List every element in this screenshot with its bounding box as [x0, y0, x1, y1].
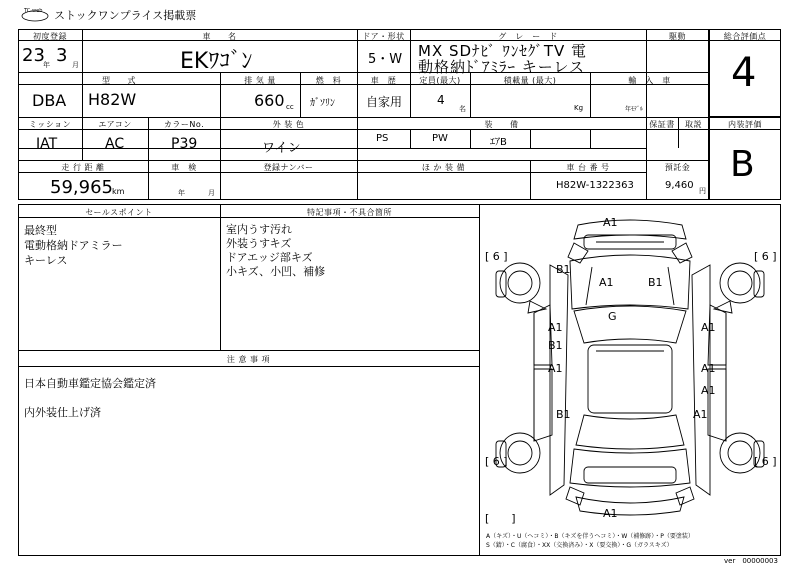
mission-label: ミッション	[28, 120, 72, 129]
logo	[20, 7, 50, 19]
drive-label: 駆動	[669, 32, 686, 41]
special-note-item: ドアエッジ部キズ	[226, 251, 313, 264]
special-note-item: 外装うすキズ	[226, 237, 292, 250]
manual-label: 取説	[685, 120, 702, 129]
inspection-label: 車 検	[171, 163, 197, 172]
reg-month: 3	[56, 45, 68, 66]
mark-right-rear-door-2: A1	[701, 384, 716, 397]
chassis-no-value: H82W-1322363	[556, 180, 634, 191]
mileage-value: 59,965	[50, 177, 113, 198]
displacement-label: 排 気 量	[244, 76, 276, 85]
mark-left-front-door-b1: B1	[548, 339, 563, 352]
info-table	[18, 29, 709, 200]
reg-year-unit: 年	[43, 61, 50, 69]
mark-left-quarter: B1	[556, 408, 571, 421]
mark-front-bumper: A1	[603, 216, 618, 229]
mark-right-front-door: A1	[701, 321, 716, 334]
special-notes-label: 特記事項・不具合箇所	[307, 208, 392, 217]
capacity-label: 定員(最大)	[419, 76, 461, 85]
mark-rear-bumper: A1	[603, 507, 618, 520]
special-note-item: 室内うす汚れ	[226, 223, 292, 236]
mileage-label: 走 行 距 離	[61, 163, 105, 172]
spare-tire-label: [ ]	[485, 512, 516, 525]
model-label: 型 式	[102, 76, 136, 85]
interior-score: B	[730, 144, 755, 185]
equip-airbag: ｴｱB	[490, 137, 507, 148]
exterior-color-value: ワイン	[262, 141, 301, 156]
grade-label: グ レ ー ド	[498, 32, 558, 41]
tire-rear-left-label: [ 6 ]	[485, 455, 508, 468]
warranty-label: 保証書	[649, 120, 675, 129]
legend-line-1: A（キズ）・U（ヘコミ）・B（キズを伴うヘコミ）・W（補修跡）・P（要塗装）	[486, 533, 694, 540]
interior-score-label: 内装評価	[728, 120, 762, 129]
fuel-label: 燃 料	[315, 76, 342, 85]
reg-year: 23	[22, 45, 45, 66]
special-note-item: 小キズ、小凹、補修	[226, 265, 326, 278]
mark-left-front-door-a1: A1	[548, 321, 563, 334]
tire-rear-right-label: [ 6 ]	[754, 455, 777, 468]
exterior-color-label: 外 装 色	[272, 120, 305, 129]
load-unit: Kg	[574, 104, 584, 112]
usage-label: 車 歴	[370, 76, 397, 85]
fuel-value: ｶﾞｿﾘﾝ	[310, 98, 335, 109]
car-name: EKﾜｺﾞﾝ	[180, 49, 253, 74]
price-unit: 円	[699, 187, 706, 195]
version-label: ver 00000003	[724, 557, 778, 565]
overall-score-label: 総合評価点	[723, 32, 767, 41]
displacement-unit: cc	[286, 103, 294, 111]
mark-hood-b1: B1	[648, 276, 663, 289]
mark-right-quarter: A1	[693, 408, 708, 421]
inspection-month: 月	[208, 189, 215, 197]
reg-number-label: 登録ナンバー	[263, 163, 314, 172]
equipment-label: 装 備	[484, 120, 519, 129]
caution-item: 内外装仕上げ済	[24, 406, 101, 419]
sales-point-item: 最終型	[24, 224, 57, 237]
first-reg-label: 初度登録	[33, 32, 67, 41]
inspection-year: 年	[178, 189, 185, 197]
reg-month-unit: 月	[72, 61, 79, 69]
car-diagram	[480, 205, 780, 555]
grade-line2: 動格納ﾄﾞｱﾐﾗｰ キーレス	[418, 58, 586, 76]
cautions-label: 注 意 事 項	[226, 355, 271, 364]
price-value: 9,460	[665, 180, 694, 191]
aircon-value: AC	[105, 136, 125, 152]
color-no-value: P39	[171, 136, 198, 152]
doors-value: 5・W	[368, 52, 403, 67]
grade-line1: MX SDﾅﾋﾞ ﾜﾝｾｸﾞTV 電	[418, 42, 588, 60]
mission-value: IAT	[36, 136, 58, 152]
sales-points-label: セールスポイント	[85, 208, 153, 217]
caution-item: 日本自動車鑑定協会鑑定済	[24, 377, 156, 390]
capacity-value: 4	[437, 93, 445, 107]
aircon-label: エアコン	[98, 120, 132, 129]
color-no-label: カラーNo.	[163, 120, 205, 129]
equip-ps: PS	[376, 133, 389, 144]
overall-score: 4	[731, 50, 757, 96]
displacement-value: 660	[254, 91, 285, 110]
model-value: H82W	[88, 90, 137, 109]
other-equipment-label: ほ か 装 備	[421, 163, 466, 172]
mark-right-rear-door: A1	[701, 362, 716, 375]
mileage-unit: km	[112, 187, 125, 196]
car-name-label: 車 名	[202, 32, 237, 41]
model-prefix: DBA	[32, 91, 67, 110]
chassis-no-label: 車 台 番 号	[566, 163, 610, 172]
import-label: 輸 入 車	[628, 76, 671, 85]
mark-hood-a1: A1	[599, 276, 614, 289]
tire-front-left-label: [ 6 ]	[485, 250, 508, 263]
mark-roof: G	[608, 310, 617, 323]
mark-left-fender: B1	[556, 263, 571, 276]
page-title: ストックワンプライス掲載票	[54, 9, 197, 22]
legend-line-2: S（錆）・C（腐食）・XX（交換済み）・X（要交換）・G（ガラスキズ）	[486, 542, 673, 549]
tire-front-right-label: [ 6 ]	[754, 250, 777, 263]
doors-label: ドア・形状	[362, 32, 405, 41]
capacity-unit: 名	[459, 105, 466, 113]
usage-value: 自家用	[366, 95, 403, 109]
mark-left-rear-door: A1	[548, 362, 563, 375]
equip-pw: PW	[432, 133, 448, 144]
sales-point-item: キーレス	[24, 254, 68, 267]
load-label: 積載量 (最大)	[503, 76, 557, 85]
import-unit: 年ﾓﾃﾞﾙ	[625, 106, 644, 113]
sales-point-item: 電動格納ドアミラー	[24, 239, 123, 252]
logo-text: TC-web	[24, 8, 43, 14]
price-label: 預託金	[664, 163, 691, 172]
